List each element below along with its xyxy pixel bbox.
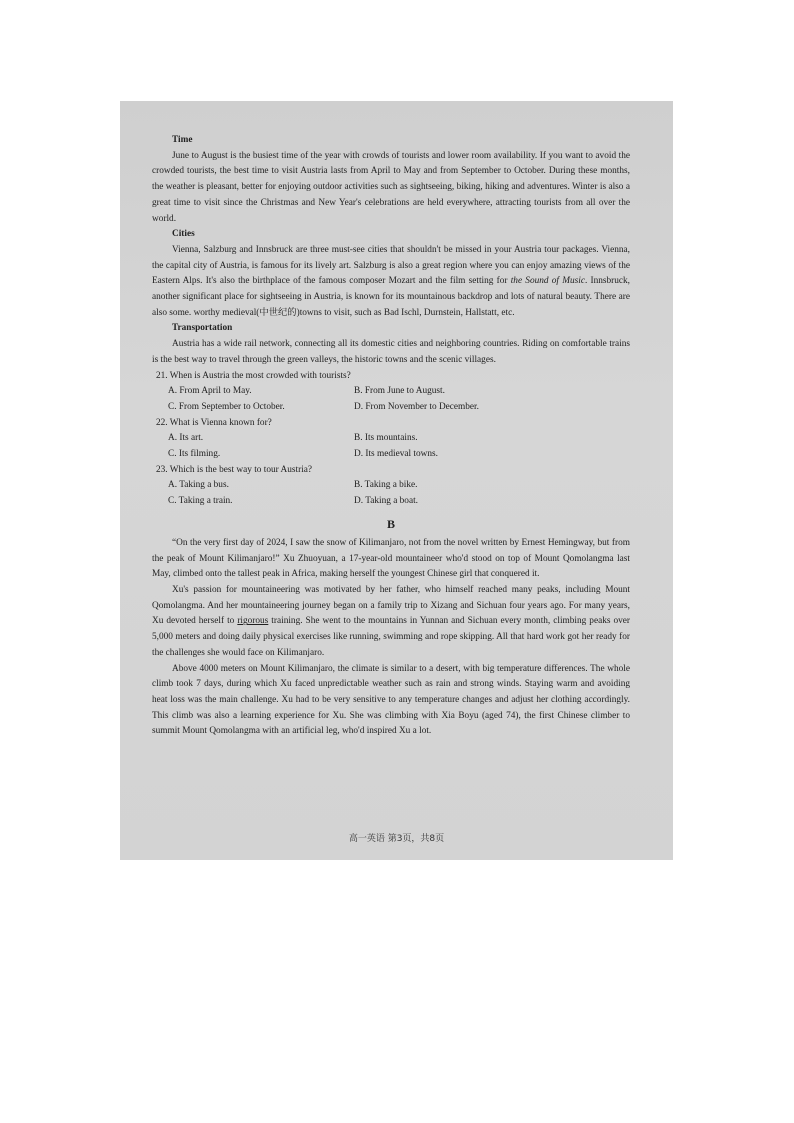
option-d: D. From November to December.: [354, 401, 479, 412]
option-d: D. Its medieval towns.: [354, 449, 438, 460]
paragraph-b3: Above 4000 meters on Mount Kilimanjaro, the climate is similar to a desert, with big temperature differences. The whole climb took 7 days, during which Xu faced unpredictable weather such as rain and strong winds. Staying warm and avoiding heat loss was the main challenge. Xu had to be very sensitive to any temperature changes and adjust her clothing accordingly. This climb was also a learning experience for Xu. She was climbing with Xia Boyu (aged 74), the first Chinese climber to summit Mount Qomolangma with an artificial leg, who'd inspired Xu a lot.: [152, 663, 630, 737]
question-options: [152, 384, 630, 415]
exam-page-photo: [120, 101, 673, 860]
question-stem: 22. What is Vienna known for?: [156, 417, 272, 428]
cities-text-1: Vienna, Salzburg and Innsbruck are three must-see cities that shouldn't be missed in your Austria tour packages. Vienna, the capital city of Austria, is famous for its lively art. Salzburg is also a great region where you can enjoy amazing views of the Eastern Alps. It's also the birthplace of the famous composer Mozart and the film setting for: [152, 244, 630, 287]
question-options: [152, 478, 630, 509]
option-c: C. From September to October.: [168, 401, 285, 412]
paragraph-b1: “On the very first day of 2024, I saw the snow of Kilimanjaro, not from the novel written by Ernest Hemingway, but from the peak of Mount Kilimanjaro!” Xu Zhuoyuan, a 17-year-old mountaineer who'd stood on top of Mount Qomolangma last May, climbed onto the tallest peak in Africa, making herself the youngest Chinese girl that conquered it.: [152, 537, 630, 580]
b2-text-before: Xu's passion for mountaineering was motivated by her father, who himself reached many peaks, including Mount Qomolangma. And her mountaineering journey began on a family trip to Xizang and Sichuan four years ago. For many years, Xu devoted herself to: [152, 584, 630, 627]
question-options: [152, 431, 630, 462]
paragraph-b2: [152, 583, 630, 662]
option-b: B. Taking a bike.: [354, 480, 418, 491]
question-23: [152, 463, 630, 510]
option-b: B. From June to August.: [354, 386, 445, 397]
option-c: C. Taking a train.: [168, 496, 233, 507]
page-footer: 高一英语 第3页，共8页: [348, 834, 445, 844]
option-a: A. From April to May.: [168, 386, 252, 397]
b2-text-after: training. She went to the mountains in Yunnan and Sichuan every month, climbing peaks over 5,000 meters and doing daily physical exercises like running, swimming and rope skipping. All that hard work got her ready for the challenges she would face on Kilimanjaro.: [152, 616, 630, 658]
cities-italic-title: the Sound of Music: [510, 276, 585, 287]
section-b-label: B: [386, 516, 395, 531]
option-b: B. Its mountains.: [354, 433, 418, 444]
paragraph-transportation: Austria has a wide rail network, connecting all its domestic cities and neighboring countries. Riding on comfortable trains is the best way to travel through the green valleys, the historic towns and the scenic villages.: [152, 339, 630, 365]
option-a: A. Taking a bus.: [168, 480, 229, 491]
question-stem: 23. Which is the best way to tour Austria?: [156, 464, 313, 475]
heading-transportation: Transportation: [172, 323, 233, 334]
cities-text-2: . Innsbruck, another significant place for sightseeing in Austria, is known for its mountainous backdrop and lots of natural beauty. There are also some. worthy medieval(中世纪的)towns to visit, such as Bad Ischl, Durnstein, Hallstatt, etc.: [152, 276, 631, 318]
paragraph-cities: [152, 243, 630, 322]
option-a: A. Its art.: [168, 433, 204, 444]
question-21: [152, 369, 630, 416]
underlined-word: rigorous: [237, 616, 269, 627]
option-c: C. Its filming.: [168, 449, 221, 460]
option-d: D. Taking a boat.: [354, 496, 418, 507]
question-22: [152, 416, 630, 463]
heading-cities: Cities: [172, 229, 195, 240]
question-stem: 21. When is Austria the most crowded with tourists?: [156, 370, 351, 381]
page-content: [152, 133, 630, 740]
heading-time: Time: [172, 135, 193, 145]
paragraph-time: June to August is the busiest time of the year with crowds of tourists and lower room availability. If you want to avoid the crowded tourists, the best time to visit Austria lasts from April to May and from September to October. During these months, the weather is pleasant, better for enjoying outdoor activities such as sightseeing, biking, hiking and adventures. Winter is also a great time to visit since the Christmas and New Year's celebrations are held everywhere, attracting tourists from all over the world.: [152, 150, 630, 224]
